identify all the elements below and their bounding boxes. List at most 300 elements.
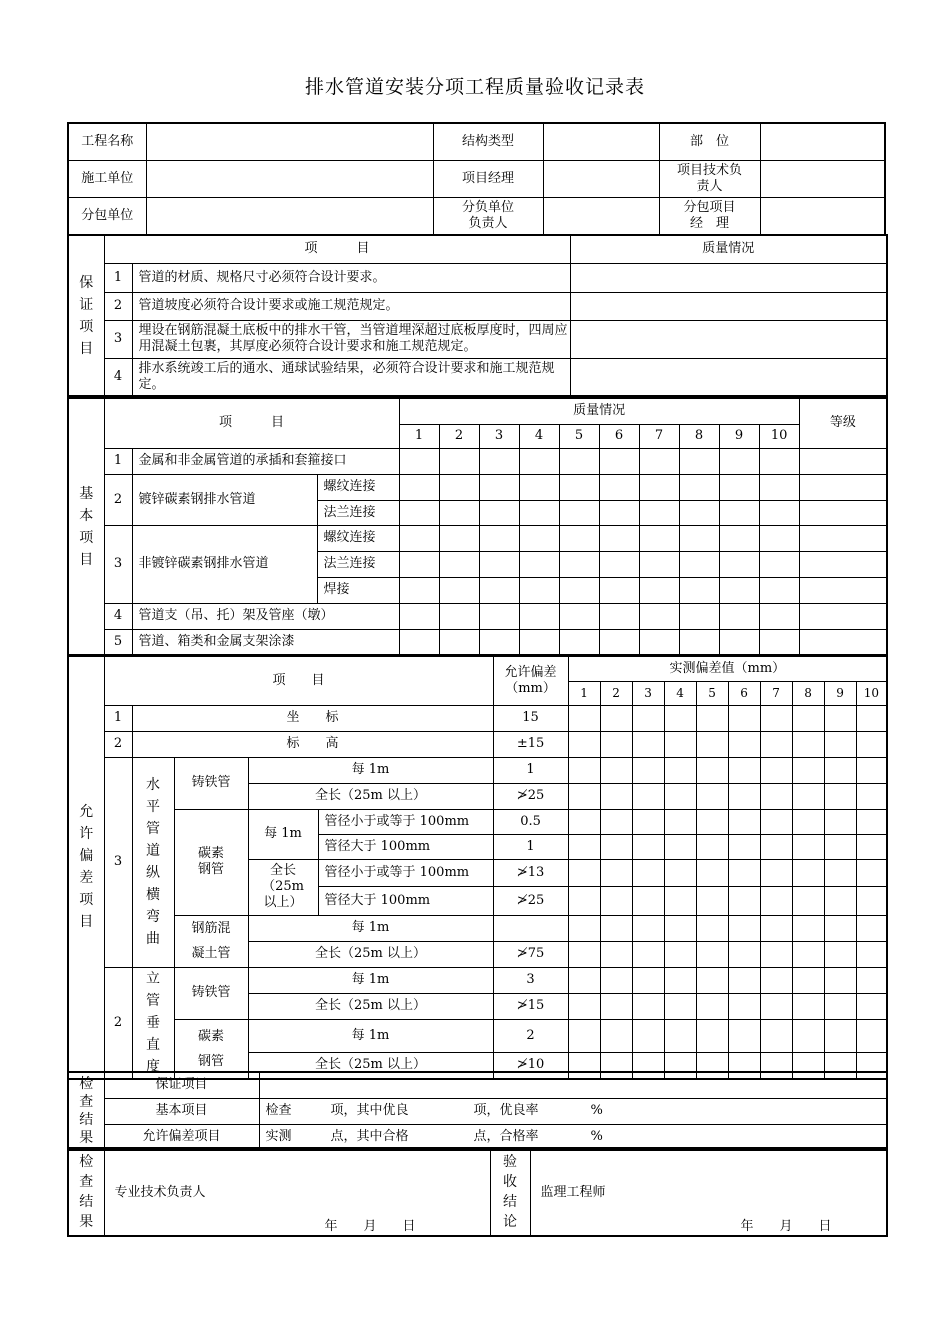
measured-cell[interactable] <box>696 731 728 757</box>
per-meter-label: 每 1m <box>248 757 493 783</box>
grade-cell[interactable] <box>799 474 887 500</box>
grade-cell[interactable] <box>799 629 887 655</box>
measured-cell[interactable] <box>664 886 696 915</box>
measured-cell[interactable] <box>568 886 600 915</box>
quality-cell[interactable] <box>679 551 719 577</box>
quality-cell[interactable] <box>599 474 639 500</box>
full-length-label: 全长（25m 以上） <box>248 1052 493 1078</box>
basic-sub-item: 焊接 <box>317 577 399 603</box>
quality-cell[interactable] <box>599 629 639 655</box>
measured-cell[interactable] <box>600 705 632 731</box>
measured-cell[interactable] <box>664 915 696 941</box>
diameter-large-label: 管径大于 100mm <box>318 886 493 915</box>
quality-cell[interactable] <box>439 577 479 603</box>
result-table <box>67 1071 888 1151</box>
quality-cell[interactable] <box>519 551 559 577</box>
result-guarantee-field[interactable] <box>259 1072 887 1098</box>
basic-sub-item: 法兰连接 <box>317 551 399 577</box>
quality-cell[interactable] <box>519 629 559 655</box>
quality-cell[interactable] <box>439 629 479 655</box>
quality-cell[interactable] <box>439 603 479 629</box>
measured-cell[interactable] <box>568 915 600 941</box>
measured-cell[interactable] <box>728 783 760 809</box>
measured-cell[interactable] <box>568 993 600 1019</box>
quality-cell[interactable] <box>679 448 719 474</box>
per-meter-label: 每 1m <box>248 915 493 941</box>
quality-cell[interactable] <box>719 551 759 577</box>
measured-cell[interactable] <box>632 783 664 809</box>
quality-cell[interactable] <box>519 448 559 474</box>
basic-col-number: 3 <box>479 424 519 448</box>
measured-cell[interactable] <box>728 834 760 859</box>
quality-cell[interactable] <box>639 551 679 577</box>
grade-cell[interactable] <box>799 525 887 551</box>
quality-cell[interactable] <box>479 629 519 655</box>
quality-cell[interactable] <box>519 525 559 551</box>
measured-cell[interactable] <box>824 993 856 1019</box>
quality-cell[interactable] <box>639 448 679 474</box>
measured-cell[interactable] <box>600 834 632 859</box>
quality-cell[interactable] <box>479 603 519 629</box>
measured-cell[interactable] <box>600 757 632 783</box>
measured-cell[interactable] <box>824 757 856 783</box>
measured-cell[interactable] <box>568 809 600 834</box>
quality-cell[interactable] <box>399 551 439 577</box>
project-name-field[interactable] <box>146 123 433 160</box>
measured-cell[interactable] <box>824 886 856 915</box>
measured-cell[interactable] <box>824 1019 856 1052</box>
carbon-full-length-label: 全长（25m 以上） <box>248 859 318 915</box>
measured-cell[interactable] <box>856 1019 887 1052</box>
measured-cell[interactable] <box>856 993 887 1019</box>
measured-cell[interactable] <box>664 809 696 834</box>
project-manager-field[interactable] <box>543 160 659 197</box>
result-tolerance-label: 允许偏差项目 <box>104 1124 259 1150</box>
measured-cell[interactable] <box>728 731 760 757</box>
guarantee-table <box>67 234 888 397</box>
measured-cell[interactable] <box>760 967 792 993</box>
measured-cell[interactable] <box>632 757 664 783</box>
measured-cell[interactable] <box>760 1019 792 1052</box>
measured-cell[interactable] <box>632 941 664 967</box>
basic-col-number: 6 <box>599 424 639 448</box>
measured-cell[interactable] <box>696 834 728 859</box>
measured-cell[interactable] <box>632 809 664 834</box>
measured-col-number: 6 <box>728 681 760 705</box>
quality-cell[interactable] <box>399 474 439 500</box>
quality-cell[interactable] <box>519 500 559 525</box>
measured-cell[interactable] <box>792 731 824 757</box>
basic-section-label: 基本项目 <box>68 398 104 655</box>
quality-cell[interactable] <box>719 448 759 474</box>
guarantee-item-text: 管道的材质、规格尺寸必须符合设计要求。 <box>132 263 570 292</box>
measured-col-number: 8 <box>792 681 824 705</box>
measured-cell[interactable] <box>760 783 792 809</box>
grade-cell[interactable] <box>799 551 887 577</box>
measured-cell[interactable] <box>728 1019 760 1052</box>
basic-col-number: 4 <box>519 424 559 448</box>
measured-cell[interactable] <box>792 783 824 809</box>
measured-cell[interactable] <box>856 757 887 783</box>
footer-table <box>67 1147 888 1237</box>
measured-cell[interactable] <box>728 993 760 1019</box>
quality-cell[interactable] <box>439 525 479 551</box>
tolerance-allow-header: 允许偏差（mm） <box>493 656 568 705</box>
quality-cell[interactable] <box>479 525 519 551</box>
measured-cell[interactable] <box>664 967 696 993</box>
guarantee-item-no: 1 <box>104 263 132 292</box>
measured-cell[interactable] <box>568 834 600 859</box>
part-field[interactable] <box>760 123 885 160</box>
measured-cell[interactable] <box>728 705 760 731</box>
quality-cell[interactable] <box>479 500 519 525</box>
measured-cell[interactable] <box>632 1019 664 1052</box>
measured-cell[interactable] <box>632 859 664 886</box>
guarantee-item-text: 埋设在钢筋混凝土底板中的排水干管，当管道埋深超过底板厚度时，四周应用混凝土包裹，其厚度必须符合设计要求和施工规范规定。 <box>132 320 570 358</box>
measured-col-number: 10 <box>856 681 887 705</box>
measured-cell[interactable] <box>568 731 600 757</box>
measured-cell[interactable] <box>792 1019 824 1052</box>
measured-cell[interactable] <box>728 941 760 967</box>
project-name-label: 工程名称 <box>68 123 146 160</box>
measured-cell[interactable] <box>728 757 760 783</box>
quality-cell[interactable] <box>679 525 719 551</box>
measured-cell[interactable] <box>856 886 887 915</box>
measured-cell[interactable] <box>760 731 792 757</box>
basic-item-no: 3 <box>104 525 132 603</box>
quality-cell[interactable] <box>399 525 439 551</box>
measured-cell[interactable] <box>696 757 728 783</box>
quality-cell[interactable] <box>719 577 759 603</box>
part-label: 部 位 <box>659 123 760 160</box>
quality-cell[interactable] <box>559 577 599 603</box>
quality-cell[interactable] <box>679 603 719 629</box>
measured-cell[interactable] <box>856 834 887 859</box>
measured-cell[interactable] <box>856 731 887 757</box>
tolerance-section-label: 允许偏差项目 <box>68 656 104 1079</box>
measured-cell[interactable] <box>568 705 600 731</box>
quality-cell[interactable] <box>679 500 719 525</box>
basic-table <box>67 397 888 656</box>
measured-cell[interactable] <box>632 993 664 1019</box>
measured-cell[interactable] <box>600 967 632 993</box>
measured-cell[interactable] <box>824 705 856 731</box>
structure-type-field[interactable] <box>543 123 659 160</box>
measured-cell[interactable] <box>824 783 856 809</box>
footer-right-cell[interactable] <box>530 1148 887 1236</box>
measured-cell[interactable] <box>600 886 632 915</box>
measured-cell[interactable] <box>600 915 632 941</box>
quality-cell[interactable] <box>759 629 799 655</box>
measured-cell[interactable] <box>600 731 632 757</box>
tolerance-value: 15 <box>493 705 568 731</box>
subcontract-unit-label: 分包单位 <box>68 197 146 235</box>
measured-cell[interactable] <box>760 834 792 859</box>
quality-cell[interactable] <box>679 629 719 655</box>
measured-cell[interactable] <box>760 859 792 886</box>
measured-cell[interactable] <box>568 783 600 809</box>
quality-cell[interactable] <box>479 474 519 500</box>
measured-cell[interactable] <box>856 915 887 941</box>
quality-cell[interactable] <box>759 525 799 551</box>
measured-cell[interactable] <box>792 915 824 941</box>
measured-col-number: 9 <box>824 681 856 705</box>
measured-cell[interactable] <box>728 886 760 915</box>
quality-cell[interactable] <box>759 474 799 500</box>
quality-cell[interactable] <box>759 577 799 603</box>
cast-iron-label: 铸铁管 <box>174 967 248 1019</box>
measured-cell[interactable] <box>600 941 632 967</box>
measured-cell[interactable] <box>696 1019 728 1052</box>
tolerance-value: ≯10 <box>493 1052 568 1078</box>
measured-cell[interactable] <box>696 705 728 731</box>
quality-cell[interactable] <box>439 448 479 474</box>
quality-cell[interactable] <box>719 525 759 551</box>
grade-cell[interactable] <box>799 603 887 629</box>
measured-cell[interactable] <box>728 859 760 886</box>
basic-col-number: 2 <box>439 424 479 448</box>
grade-cell[interactable] <box>799 500 887 525</box>
measured-cell[interactable] <box>792 809 824 834</box>
measured-cell[interactable] <box>856 967 887 993</box>
measured-cell[interactable] <box>792 967 824 993</box>
quality-cell[interactable] <box>559 525 599 551</box>
basic-item-text: 管道支（吊、托）架及管座（墩） <box>132 603 399 629</box>
measured-cell[interactable] <box>856 705 887 731</box>
basic-item-no: 1 <box>104 448 132 474</box>
quality-cell[interactable] <box>639 577 679 603</box>
guarantee-item-header: 项 目 <box>104 235 570 263</box>
measured-cell[interactable] <box>760 993 792 1019</box>
guarantee-quality-field[interactable] <box>570 292 887 320</box>
tolerance-row-text: 标 高 <box>132 731 493 757</box>
measured-cell[interactable] <box>696 783 728 809</box>
quality-cell[interactable] <box>759 448 799 474</box>
measured-col-number: 2 <box>600 681 632 705</box>
quality-cell[interactable] <box>399 629 439 655</box>
quality-cell[interactable] <box>639 629 679 655</box>
measured-cell[interactable] <box>856 809 887 834</box>
measured-cell[interactable] <box>792 993 824 1019</box>
quality-cell[interactable] <box>439 474 479 500</box>
measured-cell[interactable] <box>760 886 792 915</box>
measured-cell[interactable] <box>632 886 664 915</box>
subcontract-pm-field[interactable] <box>760 197 885 235</box>
measured-cell[interactable] <box>696 809 728 834</box>
tolerance-value: ≯75 <box>493 941 568 967</box>
quality-cell[interactable] <box>519 577 559 603</box>
quality-cell[interactable] <box>759 551 799 577</box>
measured-cell[interactable] <box>824 731 856 757</box>
footer-left-cell[interactable] <box>104 1148 490 1236</box>
basic-col-number: 10 <box>759 424 799 448</box>
measured-cell[interactable] <box>824 941 856 967</box>
measured-cell[interactable] <box>600 1019 632 1052</box>
measured-cell[interactable] <box>792 886 824 915</box>
measured-cell[interactable] <box>664 783 696 809</box>
basic-item-text: 镀锌碳素钢排水管道 <box>132 474 317 525</box>
quality-cell[interactable] <box>439 551 479 577</box>
measured-cell[interactable] <box>696 967 728 993</box>
quality-cell[interactable] <box>759 500 799 525</box>
guarantee-quality-header: 质量情况 <box>570 235 887 263</box>
quality-cell[interactable] <box>559 474 599 500</box>
tech-person-label: 专业技术负责人 <box>114 1185 206 1200</box>
quality-cell[interactable] <box>559 551 599 577</box>
structure-type-label: 结构类型 <box>433 123 543 160</box>
basic-grade-header: 等级 <box>799 398 887 448</box>
quality-cell[interactable] <box>399 603 439 629</box>
measured-cell[interactable] <box>696 859 728 886</box>
tech-lead-field[interactable] <box>760 160 885 197</box>
measured-cell[interactable] <box>760 915 792 941</box>
measured-cell[interactable] <box>600 783 632 809</box>
guarantee-section-label: 保证项目 <box>68 235 104 396</box>
quality-cell[interactable] <box>599 577 639 603</box>
quality-cell[interactable] <box>719 629 759 655</box>
measured-cell[interactable] <box>760 705 792 731</box>
construction-unit-field[interactable] <box>146 160 433 197</box>
measured-cell[interactable] <box>632 731 664 757</box>
guarantee-quality-field[interactable] <box>570 320 887 358</box>
measured-cell[interactable] <box>568 1019 600 1052</box>
measured-cell[interactable] <box>568 757 600 783</box>
tolerance-table <box>67 655 888 1080</box>
measured-cell[interactable] <box>632 705 664 731</box>
basic-item-no: 2 <box>104 474 132 525</box>
subcontract-unit-field[interactable] <box>146 197 433 235</box>
quality-cell[interactable] <box>719 500 759 525</box>
quality-cell[interactable] <box>399 448 439 474</box>
quality-cell[interactable] <box>439 500 479 525</box>
measured-cell[interactable] <box>568 859 600 886</box>
measured-cell[interactable] <box>792 834 824 859</box>
measured-cell[interactable] <box>824 859 856 886</box>
measured-cell[interactable] <box>632 915 664 941</box>
quality-cell[interactable] <box>639 603 679 629</box>
basic-sub-item: 螺纹连接 <box>317 525 399 551</box>
subcontract-lead-field[interactable] <box>543 197 659 235</box>
quality-cell[interactable] <box>679 474 719 500</box>
measured-cell[interactable] <box>632 834 664 859</box>
guarantee-item-no: 2 <box>104 292 132 320</box>
grade-cell[interactable] <box>799 577 887 603</box>
basic-sub-item: 螺纹连接 <box>317 474 399 500</box>
supervisor-label: 监理工程师 <box>540 1185 606 1200</box>
date-left: 年 月 日 <box>324 1219 416 1234</box>
measured-cell[interactable] <box>568 967 600 993</box>
measured-cell[interactable] <box>568 941 600 967</box>
quality-cell[interactable] <box>519 603 559 629</box>
tolerance-value: 1 <box>493 757 568 783</box>
quality-cell[interactable] <box>599 551 639 577</box>
quality-cell[interactable] <box>679 577 719 603</box>
quality-cell[interactable] <box>559 500 599 525</box>
measured-cell[interactable] <box>664 834 696 859</box>
quality-cell[interactable] <box>599 448 639 474</box>
quality-cell[interactable] <box>759 603 799 629</box>
measured-cell[interactable] <box>696 915 728 941</box>
grade-cell[interactable] <box>799 448 887 474</box>
quality-cell[interactable] <box>639 474 679 500</box>
full-length-label: 全长（25m 以上） <box>248 941 493 967</box>
quality-cell[interactable] <box>479 577 519 603</box>
measured-cell[interactable] <box>696 993 728 1019</box>
measured-cell[interactable] <box>664 993 696 1019</box>
measured-cell[interactable] <box>728 967 760 993</box>
tolerance-row-no: 2 <box>104 731 132 757</box>
measured-cell[interactable] <box>792 941 824 967</box>
measured-cell[interactable] <box>792 757 824 783</box>
measured-cell[interactable] <box>856 859 887 886</box>
measured-cell[interactable] <box>664 1019 696 1052</box>
measured-cell[interactable] <box>664 757 696 783</box>
measured-cell[interactable] <box>600 859 632 886</box>
measured-cell[interactable] <box>760 809 792 834</box>
measured-cell[interactable] <box>760 757 792 783</box>
quality-cell[interactable] <box>479 551 519 577</box>
tolerance-item-header: 项 目 <box>104 656 493 705</box>
quality-cell[interactable] <box>479 448 519 474</box>
quality-cell[interactable] <box>399 577 439 603</box>
measured-cell[interactable] <box>792 705 824 731</box>
quality-cell[interactable] <box>719 474 759 500</box>
measured-cell[interactable] <box>696 941 728 967</box>
measured-cell[interactable] <box>664 731 696 757</box>
quality-cell[interactable] <box>639 525 679 551</box>
quality-cell[interactable] <box>559 629 599 655</box>
basic-item-no: 4 <box>104 603 132 629</box>
measured-cell[interactable] <box>728 809 760 834</box>
measured-cell[interactable] <box>728 915 760 941</box>
quality-cell[interactable] <box>719 603 759 629</box>
quality-cell[interactable] <box>399 500 439 525</box>
measured-cell[interactable] <box>760 941 792 967</box>
measured-cell[interactable] <box>856 941 887 967</box>
measured-col-number: 7 <box>760 681 792 705</box>
tolerance-value: 1 <box>493 834 568 859</box>
quality-cell[interactable] <box>559 448 599 474</box>
rc-pipe-label: 钢筋混凝土管 <box>174 915 248 967</box>
full-length-label: 全长（25m 以上） <box>248 993 493 1019</box>
measured-cell[interactable] <box>664 705 696 731</box>
measured-cell[interactable] <box>856 783 887 809</box>
quality-cell[interactable] <box>599 603 639 629</box>
measured-cell[interactable] <box>664 859 696 886</box>
measured-cell[interactable] <box>824 834 856 859</box>
measured-cell[interactable] <box>664 941 696 967</box>
per-meter-label: 每 1m <box>248 967 493 993</box>
measured-cell[interactable] <box>792 859 824 886</box>
guarantee-quality-field[interactable] <box>570 358 887 396</box>
measured-cell[interactable] <box>824 915 856 941</box>
quality-cell[interactable] <box>639 500 679 525</box>
guarantee-quality-field[interactable] <box>570 263 887 292</box>
measured-cell[interactable] <box>824 967 856 993</box>
measured-cell[interactable] <box>696 886 728 915</box>
measured-cell[interactable] <box>632 967 664 993</box>
quality-cell[interactable] <box>599 525 639 551</box>
measured-cell[interactable] <box>824 809 856 834</box>
basic-col-number: 1 <box>399 424 439 448</box>
result-guarantee-label: 保证项目 <box>104 1072 259 1098</box>
measured-cell[interactable] <box>600 993 632 1019</box>
measured-cell[interactable] <box>600 809 632 834</box>
quality-cell[interactable] <box>599 500 639 525</box>
tolerance-value: 3 <box>493 967 568 993</box>
quality-cell[interactable] <box>519 474 559 500</box>
quality-cell[interactable] <box>559 603 599 629</box>
